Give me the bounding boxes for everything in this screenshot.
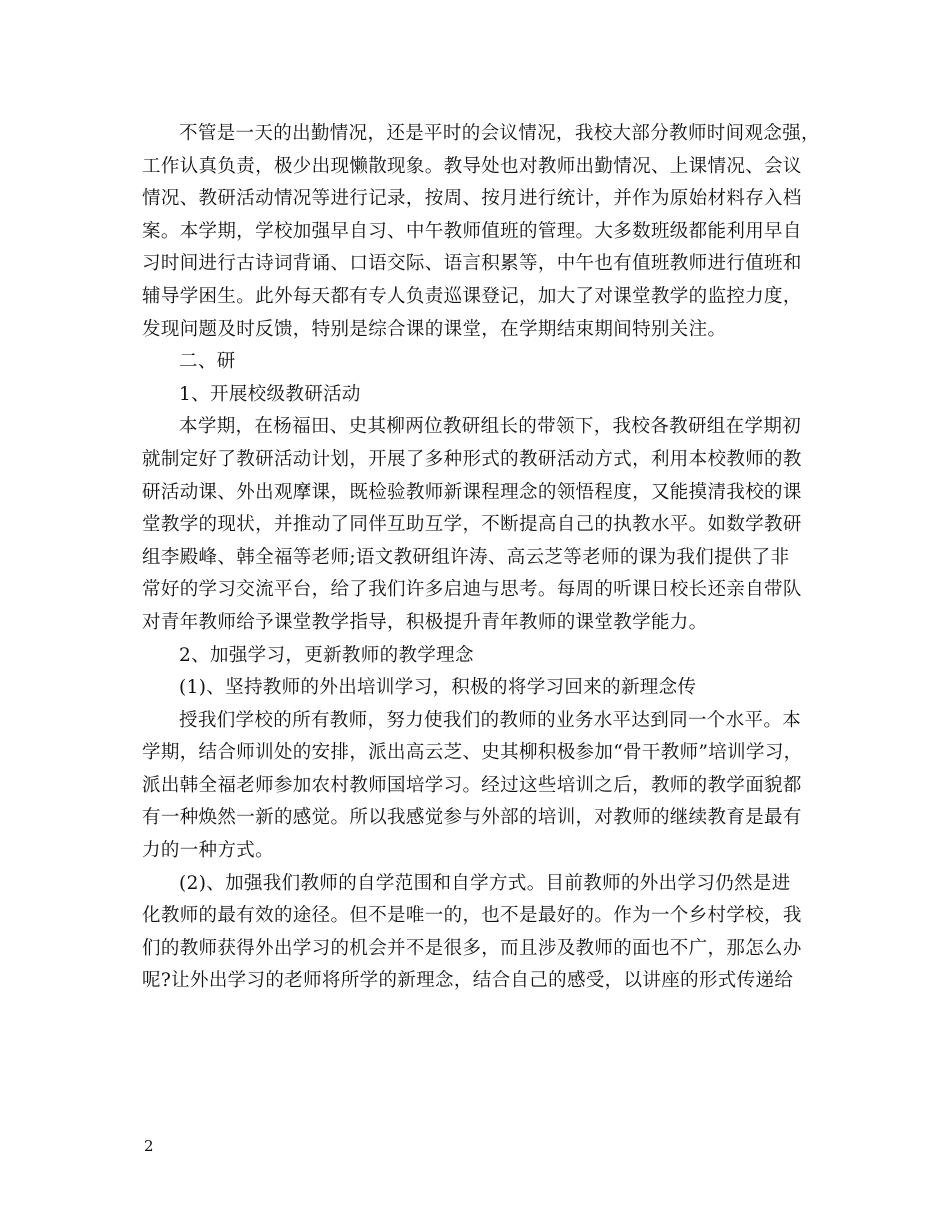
text-line: 1、开展校级教研活动	[179, 383, 361, 405]
text-line: 常好的学习交流平台，给了我们许多启迪与思考。每周的听课日校长还亲自带队	[142, 579, 802, 601]
text-line: 2、加强学习，更新教师的教学理念	[179, 644, 474, 666]
text-line: (1)、坚持教师的外出培训学习，积极的将学习回来的新理念传	[179, 677, 697, 699]
text-line: 研活动课、外出观摩课，既检验教师新课程理念的领悟程度，又能摸清我校的课	[142, 481, 802, 503]
text-line: 工作认真负责，极少出现懒散现象。教导处也对教师出勤情况、上课情况、会议	[142, 155, 802, 177]
text-line: 二、研	[179, 351, 236, 373]
page-number: 2	[144, 1137, 154, 1155]
text-line: 们的教师获得外出学习的机会并不是很多，而且涉及教师的面也不广，那怎么办	[142, 937, 802, 959]
text-line: 案。本学期，学校加强早自习、中午教师值班的管理。大多数班级都能利用早自	[142, 220, 802, 242]
text-line: 堂教学的现状，并推动了同伴互助互学，不断提高自己的执教水平。如数学教研	[142, 514, 802, 536]
text-line: 本学期，在杨福田、史其柳两位教研组长的带领下，我校各教研组在学期初	[179, 416, 802, 438]
text-line: 就制定好了教研活动计划，开展了多种形式的教研活动方式，利用本校教师的教	[142, 448, 802, 470]
text-line: 有一种焕然一新的感觉。所以我感觉参与外部的培训，对教师的继续教育是最有	[142, 807, 802, 829]
text-line: 派出韩全福老师参加农村教师国培学习。经过这些培训之后，教师的教学面貌都	[142, 774, 802, 796]
text-line: 力的一种方式。	[142, 840, 274, 862]
body-text	[142, 118, 820, 998]
text-line: 对青年教师给予课堂教学指导，积极提升青年教师的课堂教学能力。	[142, 611, 708, 633]
text-line: 习时间进行古诗词背诵、口语交际、语言积累等，中午也有值班教师进行值班和	[142, 253, 802, 275]
text-line: 授我们学校的所有教师，努力使我们的教师的业务水平达到同一个水平。本	[179, 709, 802, 731]
text-line: 不管是一天的出勤情况，还是平时的会议情况，我校大部分教师时间观念强，	[179, 123, 820, 144]
text-line: 学期，结合师训处的安排，派出高云芝、史其柳积极参加“骨干教师”培训学习，	[142, 742, 803, 764]
text-line: 情况、教研活动情况等进行记录，按周、按月进行统计，并作为原始材料存入档	[142, 188, 802, 210]
text-line: 辅导学困生。此外每天都有专人负责巡课登记，加大了对课堂教学的监控力度，	[142, 285, 802, 307]
text-line: (2)、加强我们教师的自学范围和自学方式。目前教师的外出学习仍然是进	[179, 872, 791, 894]
text-line: 化教师的最有效的途径。但不是唯一的，也不是最好的。作为一个乡村学校，我	[142, 905, 802, 927]
text-line: 发现问题及时反馈，特别是综合课的课堂，在学期结束期间特别关注。	[142, 318, 727, 340]
text-line: 组李殿峰、韩全福等老师;语文教研组许涛、高云芝等老师的课为我们提供了非	[142, 546, 790, 568]
text-line: 呢?让外出学习的老师将所学的新理念，结合自己的感受，以讲座的形式传递给	[142, 970, 794, 992]
